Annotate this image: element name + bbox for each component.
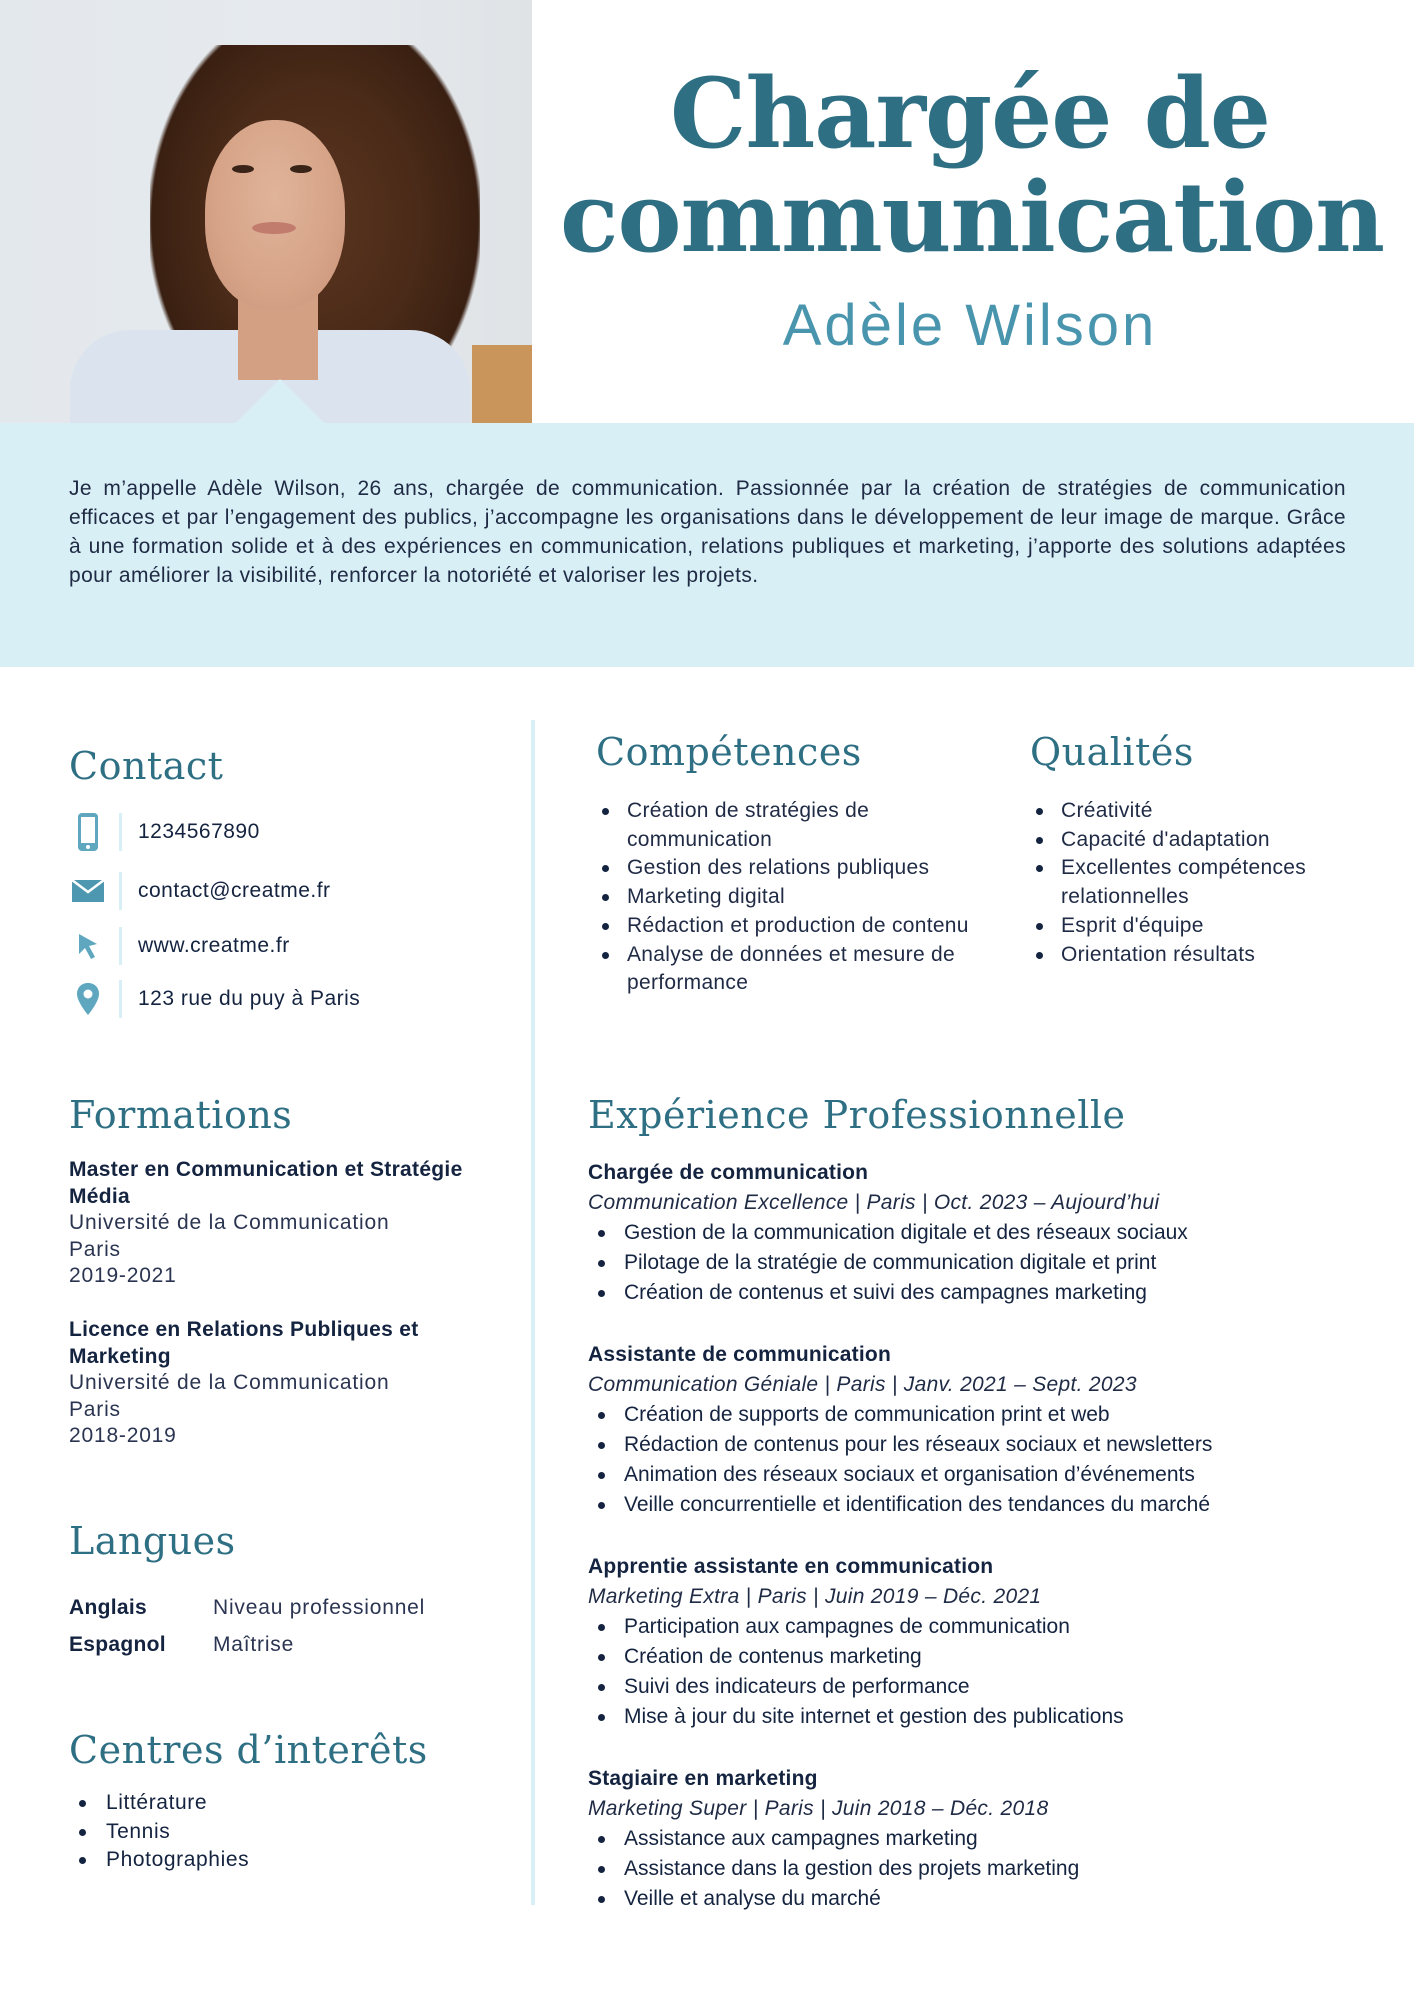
experience-entry [588, 1764, 1388, 1914]
list-item: Esprit d'équipe [1026, 912, 1386, 941]
list-item: Créativité [1026, 797, 1386, 826]
job-meta: Marketing Super | Paris | Juin 2018 – Déc. 2018 [588, 1797, 1049, 1820]
list-item: Suivi des indicateurs de performance [588, 1672, 1388, 1702]
years: 2019-2021 [69, 1264, 177, 1287]
list-item: Création de contenus marketing [588, 1642, 1388, 1672]
language-row [69, 1589, 509, 1626]
phone-number[interactable]: 1234567890 [138, 820, 260, 843]
interests-heading: Centres d’interêts [69, 1728, 428, 1772]
website-link[interactable]: www.creatme.fr [138, 934, 290, 957]
job-meta: Communication Excellence | Paris | Oct. 2023 – Aujourd’hui [588, 1191, 1160, 1214]
experience-entry [588, 1552, 1388, 1732]
list-item: Capacité d'adaptation [1026, 826, 1386, 855]
language-name: Espagnol [69, 1633, 166, 1656]
experience-heading: Expérience Professionnelle [588, 1093, 1126, 1137]
photo-face [205, 120, 345, 310]
language-row [69, 1626, 509, 1663]
interests-list [69, 1789, 489, 1875]
experience-entry [588, 1158, 1388, 1308]
photo-lips [252, 222, 296, 234]
job-role: Stagiaire en marketing [588, 1767, 818, 1790]
photo-eye [290, 165, 312, 173]
photo-eye [232, 165, 254, 173]
skills-heading: Compétences [596, 730, 862, 774]
list-item: Rédaction de contenus pour les réseaux sociaux et newsletters [588, 1430, 1388, 1460]
profile-photo [0, 0, 532, 423]
languages-list [69, 1589, 509, 1663]
list-item: Orientation résultats [1026, 941, 1386, 970]
contact-phone [69, 812, 260, 852]
city: Paris [69, 1237, 121, 1261]
degree: Licence en Relations Publiques et Marketing [69, 1318, 419, 1368]
language-level: Maîtrise [213, 1633, 295, 1656]
language-name: Anglais [69, 1596, 147, 1619]
job-title [560, 57, 1384, 274]
task-list [588, 1400, 1388, 1520]
contact-address [69, 979, 360, 1019]
separator [119, 980, 122, 1018]
qualities-list [1026, 797, 1386, 969]
list-item: Assistance aux campagnes marketing [588, 1824, 1388, 1854]
list-item: Tennis [69, 1818, 489, 1847]
list-item: Assistance dans la gestion des projets marketing [588, 1854, 1388, 1884]
list-item: Création de stratégies de communication [592, 797, 992, 854]
experience-entry [588, 1340, 1388, 1520]
contact-heading: Contact [69, 744, 224, 788]
list-item: Analyse de données et mesure de performance [592, 941, 992, 998]
location-pin-icon [69, 982, 107, 1016]
list-item: Création de contenus et suivi des campagnes marketing [588, 1278, 1388, 1308]
phone-icon [69, 812, 107, 852]
list-item: Littérature [69, 1789, 489, 1818]
job-role: Apprentie assistante en communication [588, 1555, 994, 1578]
separator [119, 872, 122, 910]
list-item: Veille concurrentielle et identification des tendances du marché [588, 1490, 1388, 1520]
job-meta: Communication Géniale | Paris | Janv. 2021 – Sept. 2023 [588, 1373, 1137, 1396]
language-level: Niveau professionnel [213, 1596, 426, 1619]
school: Université de la Communication [69, 1211, 390, 1234]
triangle-accent [236, 379, 324, 423]
task-list [588, 1218, 1388, 1308]
job-role: Assistante de communication [588, 1343, 891, 1366]
list-item: Mise à jour du site internet et gestion des publications [588, 1702, 1388, 1732]
contact-email [69, 871, 331, 911]
list-item: Gestion de la communication digitale et des réseaux sociaux [588, 1218, 1388, 1248]
languages-heading: Langues [69, 1519, 236, 1563]
job-role: Chargée de communication [588, 1161, 869, 1184]
column-divider [531, 720, 535, 1905]
list-item: Gestion des relations publiques [592, 854, 992, 883]
job-meta: Marketing Extra | Paris | Juin 2019 – Déc. 2021 [588, 1585, 1042, 1608]
contact-website [69, 926, 290, 966]
degree: Master en Communication et Stratégie Média [69, 1158, 463, 1208]
task-list [588, 1824, 1388, 1914]
education-entry [69, 1157, 489, 1290]
list-item: Marketing digital [592, 883, 992, 912]
list-item: Photographies [69, 1846, 489, 1875]
list-item: Participation aux campagnes de communication [588, 1612, 1388, 1642]
list-item: Animation des réseaux sociaux et organisation d’événements [588, 1460, 1388, 1490]
intro-paragraph: Je m’appelle Adèle Wilson, 26 ans, chargée de communication. Passionnée par la création de stratégies de communication efficaces et par l’engagement des publics, j’accompagne les organisations dans le développement de leur image de marque. Grâce à une formation solide et à des expériences en communication, relations publiques et marketing, j’apporte des solutions adaptées pour améliorer la visibilité, renforcer la notoriété et valoriser les projets. [69, 477, 1346, 587]
photo-background-wood [472, 345, 532, 423]
list-item: Veille et analyse du marché [588, 1884, 1388, 1914]
mail-icon [69, 880, 107, 902]
school: Université de la Communication [69, 1371, 390, 1394]
interests-section [69, 1789, 489, 1875]
years: 2018-2019 [69, 1424, 177, 1447]
address: 123 rue du puy à Paris [138, 987, 361, 1010]
separator [119, 927, 122, 965]
education-entry [69, 1317, 489, 1450]
skills-list [592, 797, 992, 998]
cursor-icon [69, 932, 107, 960]
job-title-line-1: Chargée de [670, 57, 1270, 170]
qualities-heading: Qualités [1030, 730, 1194, 774]
task-list [588, 1612, 1388, 1732]
list-item: Création de supports de communication print et web [588, 1400, 1388, 1430]
separator [119, 813, 122, 851]
list-item: Rédaction et production de contenu [592, 912, 992, 941]
list-item: Pilotage de la stratégie de communication digitale et print [588, 1248, 1388, 1278]
person-name: Adèle Wilson [782, 293, 1158, 358]
job-title-line-2: communication [560, 161, 1384, 274]
city: Paris [69, 1397, 121, 1421]
email-address[interactable]: contact@creatme.fr [138, 879, 331, 902]
education-heading: Formations [69, 1093, 293, 1137]
list-item: Excellentes compétences relationnelles [1026, 854, 1386, 911]
